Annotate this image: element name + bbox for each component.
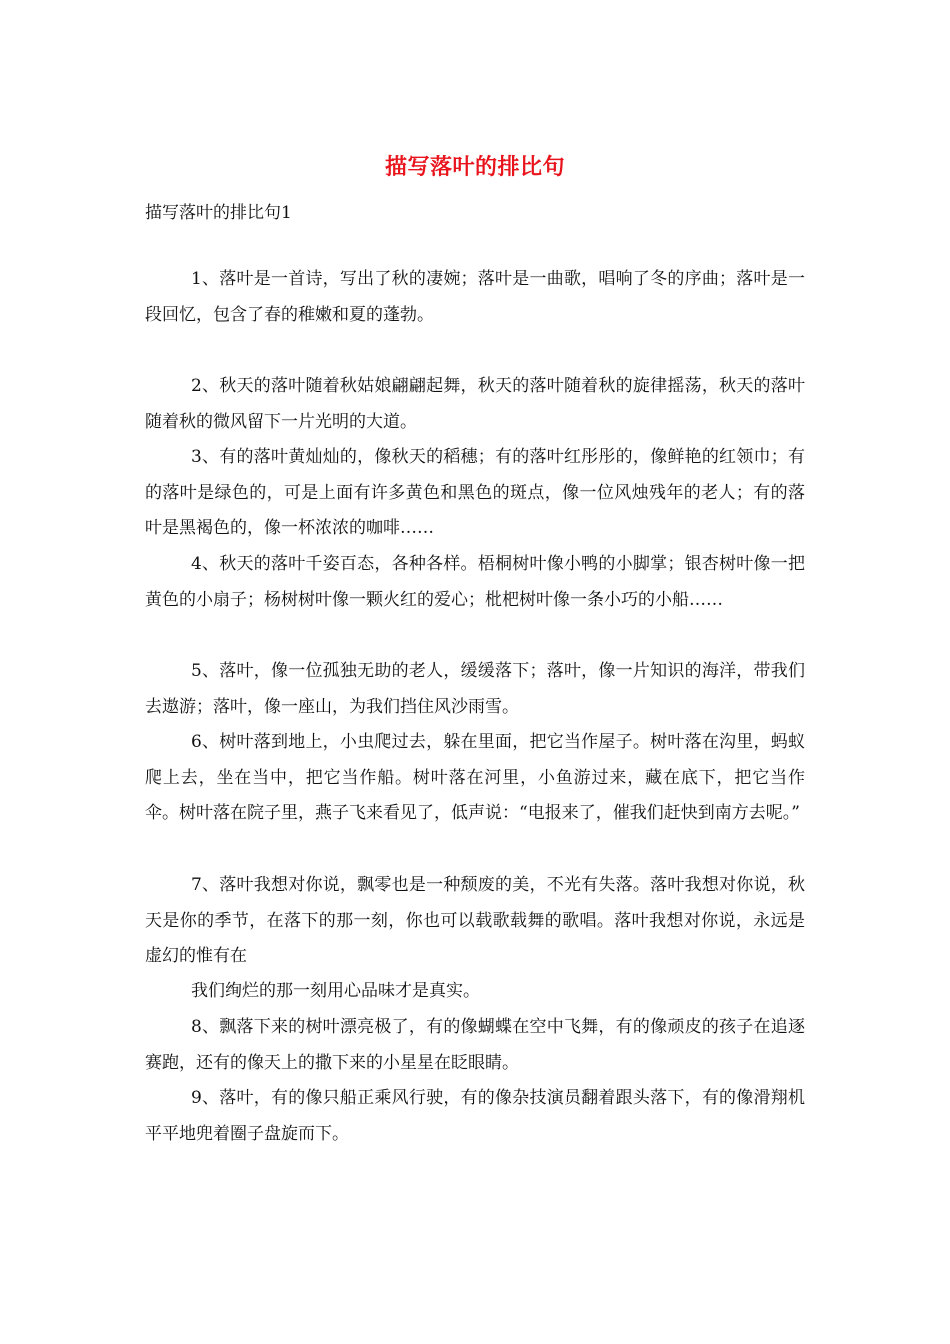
paragraph-1: 1、落叶是一首诗，写出了秋的凄婉；落叶是一曲歌，唱响了冬的序曲；落叶是一段回忆，包含了春的稚嫩和夏的蓬勃。 xyxy=(145,269,805,325)
paragraph-2: 2、秋天的落叶随着秋姑娘翩翩起舞，秋天的落叶随着秋的旋律摇荡，秋天的落叶随着秋的微风留下一片光明的大道。 xyxy=(145,376,805,432)
paragraph-7-continuation: 我们绚烂的那一刻用心品味才是真实。 xyxy=(191,981,480,1001)
paragraph-9: 9、落叶，有的像只船正乘风行驶，有的像杂技演员翻着跟头落下，有的像滑翔机平平地兜着圈子盘旋而下。 xyxy=(145,1088,805,1144)
paragraph-7: 7、落叶我想对你说，飘零也是一种颓废的美，不光有失落。落叶我想对你说，秋天是你的季节，在落下的那一刻，你也可以载歌载舞的歌唱。落叶我想对你说，永远是虚幻的惟有在 xyxy=(145,875,805,966)
paragraph-5: 5、落叶，像一位孤独无助的老人，缓缓落下；落叶，像一片知识的海洋，带我们去遨游；落叶，像一座山，为我们挡住风沙雨雪。 xyxy=(145,661,805,717)
section-heading: 描写落叶的排比句1 xyxy=(145,203,292,223)
document-title: 描写落叶的排比句 xyxy=(384,154,565,180)
paragraph-3: 3、有的落叶黄灿灿的，像秋天的稻穗；有的落叶红彤彤的，像鲜艳的红领巾；有的落叶是绿色的，可是上面有许多黄色和黑色的斑点，像一位风烛残年的老人；有的落叶是黑褐色的，像一杯浓浓的咖啡…… xyxy=(145,447,805,538)
paragraph-4: 4、秋天的落叶千姿百态，各种各样。梧桐树叶像小鸭的小脚掌；银杏树叶像一把黄色的小扇子；杨树树叶像一颗火红的爱心；枇杷树叶像一条小巧的小船…… xyxy=(145,554,805,610)
paragraph-6: 6、树叶落到地上，小虫爬过去，躲在里面，把它当作屋子。树叶落在沟里，蚂蚁爬上去，坐在当中，把它当作船。树叶落在河里，小鱼游过来，藏在底下，把它当作伞。树叶落在院子里，燕子飞来看见了，低声说：“电报来了，催我们赶快到南方去呢。” xyxy=(145,732,805,823)
paragraph-8: 8、飘落下来的树叶漂亮极了，有的像蝴蝶在空中飞舞，有的像顽皮的孩子在追逐赛跑，还有的像天上的撒下来的小星星在眨眼睛。 xyxy=(145,1017,805,1073)
